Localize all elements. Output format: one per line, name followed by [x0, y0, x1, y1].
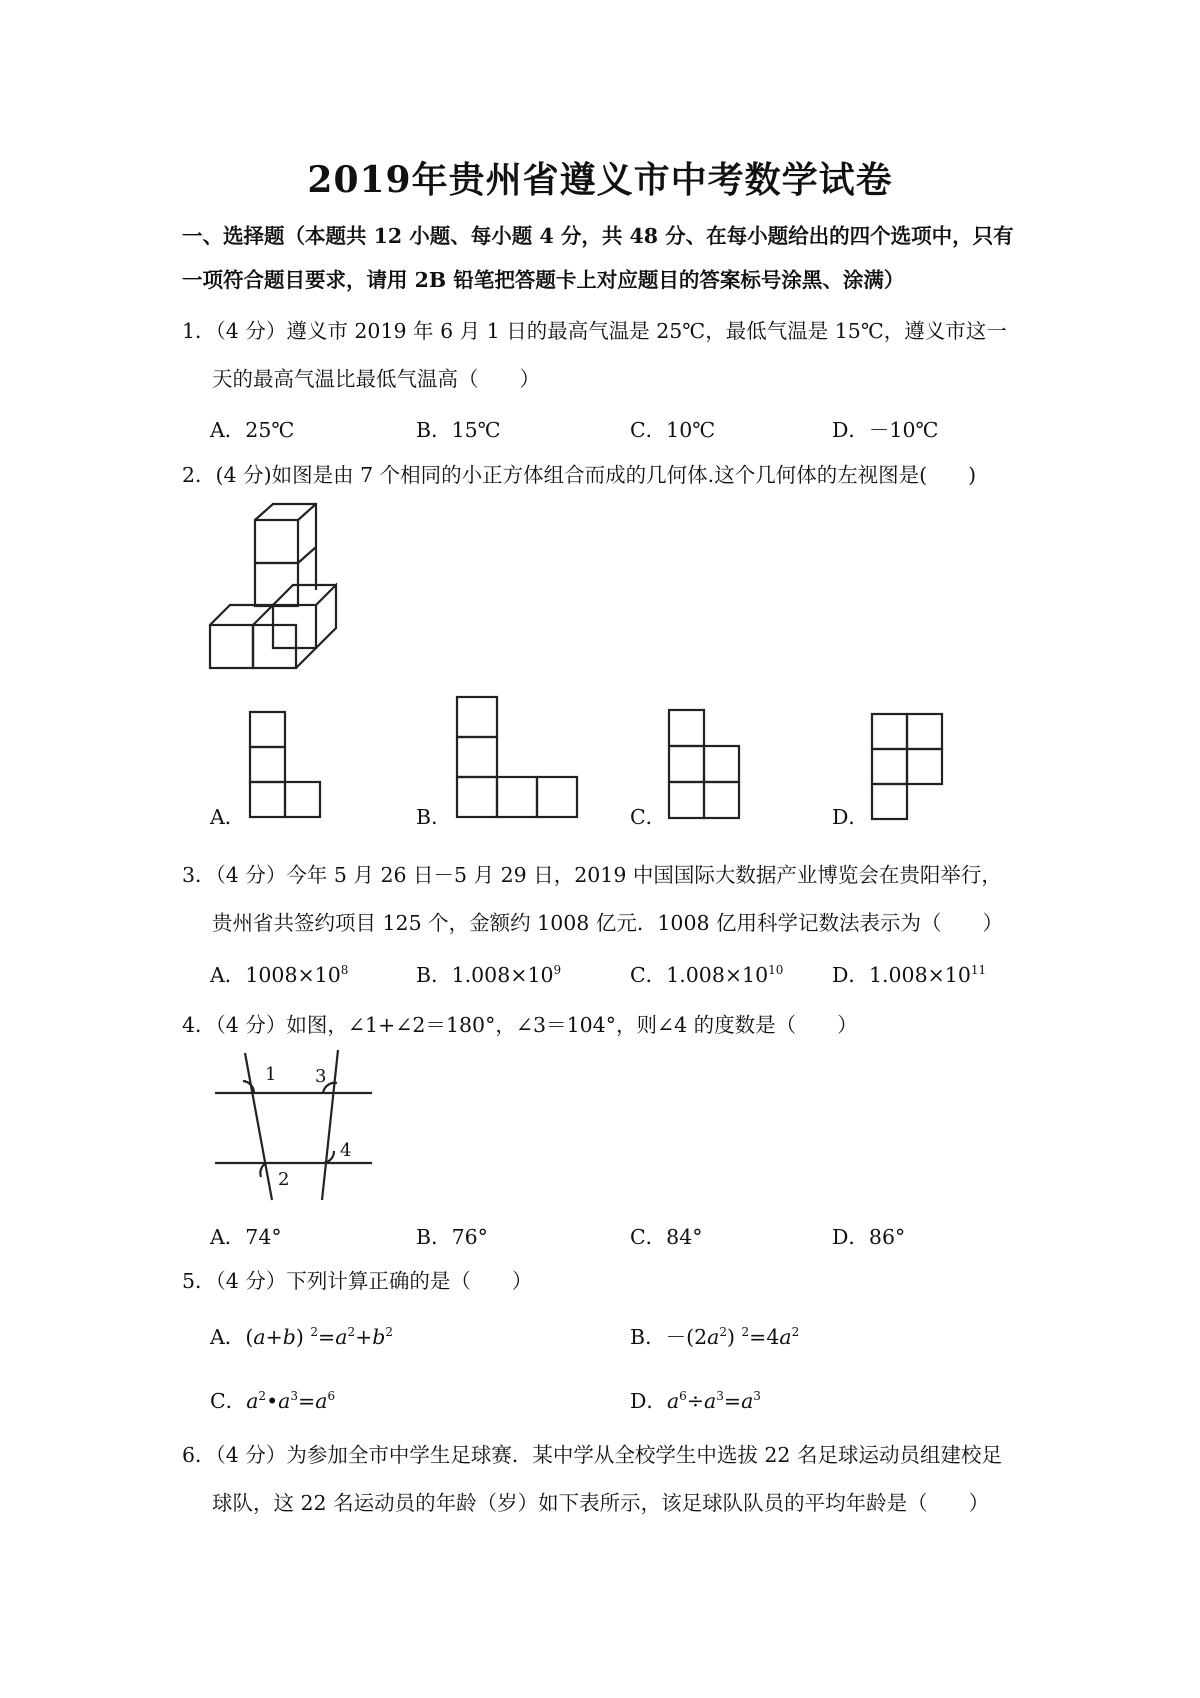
question-6-line-2: 球队，这 22 名运动员的年龄（岁）如下表所示，该足球队队员的平均年龄是（ ）	[212, 1491, 990, 1515]
q5-option-b: B．$-(2a^2)$ $^2=4a^2$	[630, 1325, 800, 1349]
q1-option-b: B．15℃	[416, 418, 501, 442]
q3-option-c: C．$1.008\times 10^{10}$	[630, 963, 784, 987]
question-2-text: 2．(4 分)如图是由 7 个相同的小正方体组合而成的几何体.这个几何体的左视图是( )	[182, 463, 977, 487]
q2-option-b-letter: B．	[416, 805, 452, 829]
q2-option-c-letter: C．	[630, 805, 667, 829]
q3-option-d: D．$1.008\times 10^{11}$	[832, 963, 987, 987]
q4-option-c: C．84°	[630, 1225, 703, 1249]
question-3-line-1: 3．（4 分）今年 5 月 26 日－5 月 29 日，2019 中国国际大数据产业博览会在贵阳举行，	[182, 863, 1002, 887]
q5-option-a-expr: (a+b) $^2=a^2+b^2$	[245, 1325, 394, 1349]
q2-option-b-figure	[455, 695, 580, 821]
q5-option-d-expr: $a^6\div a^3=a^3$	[666, 1389, 761, 1413]
q1-option-d: D．－10℃	[832, 418, 939, 442]
angle-4-label: 4	[340, 1140, 352, 1161]
q5-option-d: D．$a^6\div a^3=a^3$	[630, 1389, 761, 1413]
q5-option-c-expr: $a^2•a^3=a^6$	[246, 1389, 336, 1413]
angle-2-label: 2	[278, 1169, 290, 1190]
question-4-text: 4．（4 分）如图，∠1+∠2＝180°，∠3＝104°，则∠4 的度数是（ ）	[182, 1013, 858, 1037]
q2-option-a-figure	[248, 710, 323, 822]
question-1-line-2: 天的最高气温比最低气温高（ ）	[212, 367, 540, 391]
q2-option-c-figure	[667, 708, 741, 822]
q3-option-a: A．$1008\times 10^8$	[210, 963, 349, 987]
q2-option-d-figure	[870, 712, 944, 822]
section-line-2: 一项符合题目要求，请用 2B 铅笔把答题卡上对应题目的答案标号涂黑、涂满）	[182, 268, 905, 292]
q4-option-d: D．86°	[832, 1225, 906, 1249]
section-header	[182, 214, 1052, 302]
q3-option-b: B．$1.008\times 10^9$	[416, 963, 562, 987]
section-line-1: 一、选择题（本题共 12 小题、每小题 4 分，共 48 分、在每小题给出的四个选项中，只有	[182, 224, 1014, 248]
question-6-line-1: 6．（4 分）为参加全市中学生足球赛．某中学从全校学生中选拔 22 名足球运动员组建校足	[182, 1443, 1002, 1467]
question-3-line-2: 贵州省共签约项目 125 个，金额约 1008 亿元．1008 亿用科学记数法表示为（ ）	[212, 911, 1004, 935]
question-1-line-1: 1．（4 分）遵义市 2019 年 6 月 1 日的最高气温是 25℃，最低气温是 15℃，遵义市这一	[182, 319, 1007, 343]
question-5-text: 5．（4 分）下列计算正确的是（ ）	[182, 1269, 533, 1293]
q5-option-a: A．(a+b) $^2=a^2+b^2$	[210, 1325, 394, 1349]
angle-1-label: 1	[265, 1064, 277, 1085]
q1-option-c: C．10℃	[630, 418, 716, 442]
q5-option-c: C．$a^2•a^3=a^6$	[210, 1389, 336, 1413]
q2-option-d-letter: D．	[832, 805, 869, 829]
page-title: 2019年贵州省遵义市中考数学试卷	[307, 159, 893, 201]
cube-stack-figure	[205, 500, 375, 675]
q4-option-b: B．76°	[416, 1225, 488, 1249]
q1-option-a: A．25℃	[210, 418, 295, 442]
q2-option-a-letter: A．	[210, 805, 246, 829]
q5-option-b-expr: $-(2a^2)$ $^2=4a^2$	[665, 1325, 800, 1349]
q4-option-a: A．74°	[210, 1225, 282, 1249]
angle-3-label: 3	[315, 1066, 327, 1087]
parallel-lines-figure	[210, 1045, 380, 1205]
